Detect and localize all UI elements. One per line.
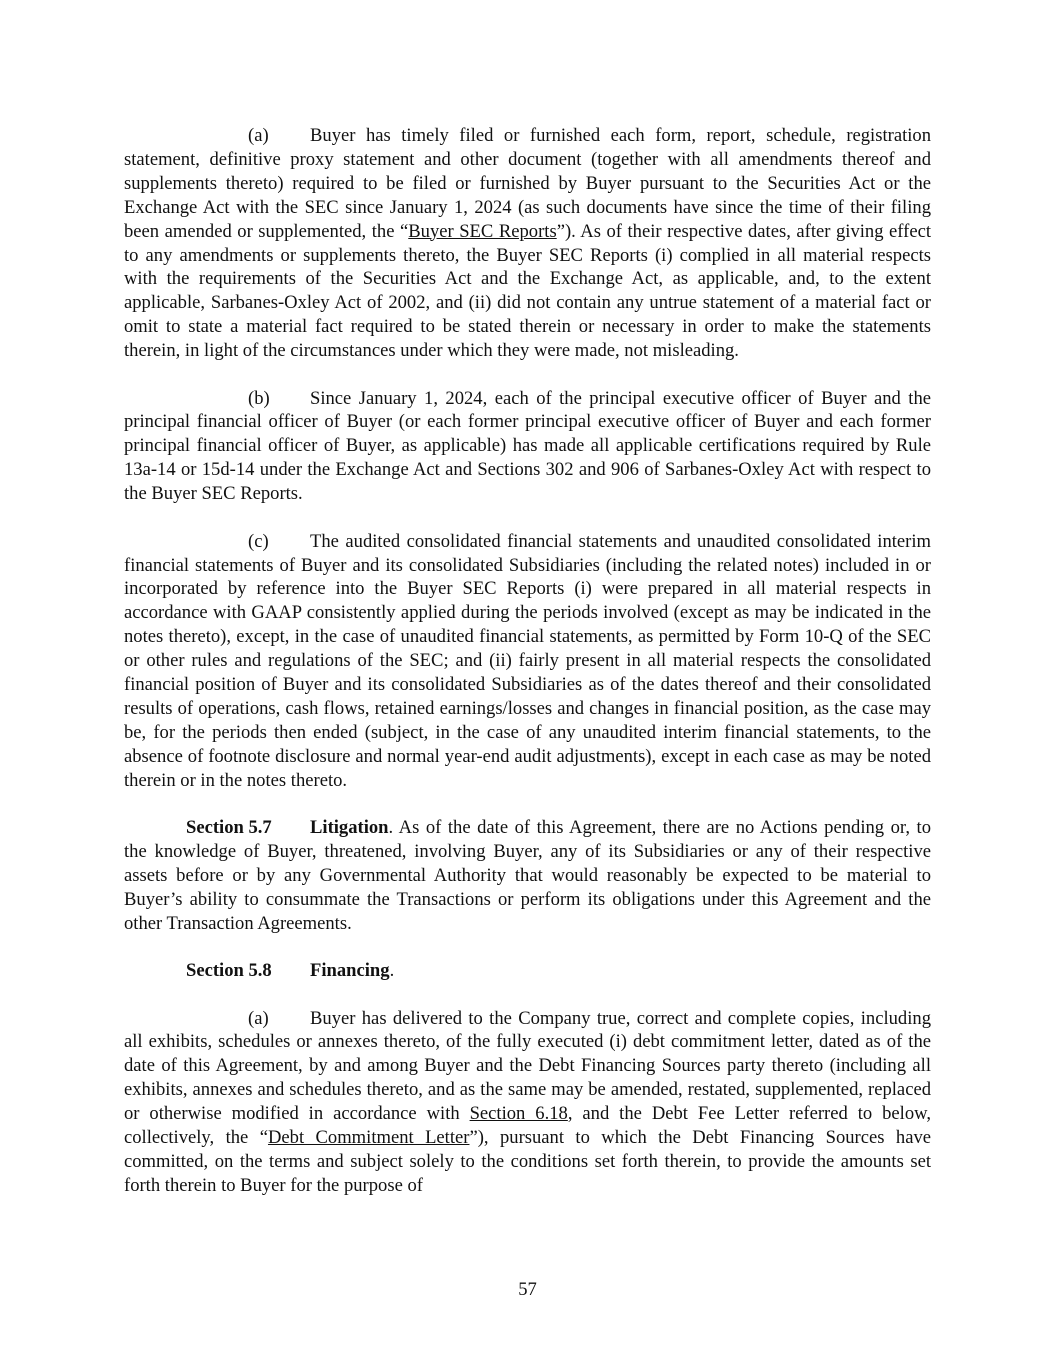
clause-label: (a): [248, 125, 269, 146]
page-number: 57: [518, 1279, 537, 1300]
section-title: Litigation: [310, 817, 389, 839]
paragraph-5-6-c: [124, 530, 931, 793]
paragraph-text: Buyer has delivered to the Company true, correct and complete copies, including all exhibits, schedules or annexes thereto, of the fully executed (i) debt commitment letter, dated as of the date of this Agreement, by and among Buyer and the Debt Financing Sources party thereto (including all exhibits, annexes and schedules thereto, and as the same may be amended, restated, supplemented, replaced or otherwise modified in accordance with: [124, 1007, 931, 1125]
clause-label: (c): [248, 530, 269, 552]
section-title: Financing: [310, 960, 390, 982]
defined-term-buyer-sec-reports: Buyer SEC Reports: [408, 220, 557, 242]
paragraph-text: Since January 1, 2024, each of the principal executive officer of Buyer and the principal financial officer of Buyer (or each former principal executive officer of Buyer and each former principal financial officer of Buyer, as applicable) has made all applicable certifications required by Rule 13a-14 or 15d-14 under the Exchange Act and Sections 302 and 906 of Sarbanes-Oxley Act with respect to the Buyer SEC Reports.: [124, 387, 931, 505]
paragraph-text: , and the Debt Fee Letter referred to below, collectively, the “: [124, 1103, 931, 1149]
clause-label: (a): [248, 1007, 269, 1029]
section-5-7-litigation: [124, 816, 931, 936]
cross-reference-section-6-18: Section 6.18: [469, 1103, 568, 1125]
document-page: [124, 124, 931, 1198]
section-number: Section 5.7: [186, 817, 272, 839]
paragraph-5-6-b: [124, 387, 931, 507]
paragraph-text: ”), pursuant to which the Debt Financing Sources have committed, on the terms and subject solely to the conditions set forth therein, to provide the amounts set forth therein to Buyer for the purpose of: [124, 1127, 931, 1196]
paragraph-text: .: [389, 960, 395, 982]
paragraph-text: The audited consolidated financial statements and unaudited consolidated interim financial statements of Buyer and its consolidated Subsidiaries (including the related notes) included in or incorporated by reference into the Buyer SEC Reports (i) were prepared in all material respects in accordance with GAAP consistently applied during the periods involved (except as may be indicated in the notes thereto), except, in the case of unaudited financial statements, as permitted by Form 10-Q of the SEC or other rules and regulations of the SEC; and (ii) fairly present in all material respects the consolidated financial position of Buyer and its consolidated Subsidiaries as of the dates thereof and their consolidated results of operations, cash flows, retained earnings/losses and changes in financial position, as the case may be, for the periods then ended (subject, in the case of any unaudited interim financial statements, to the absence of footnote disclosure and normal year-end audit adjustments), except in each case as may be noted therein or in the notes thereto.: [124, 530, 931, 791]
paragraph-text: . As of the date of this Agreement, there are no Actions pending or, to the knowledge of Buyer, threatened, involving Buyer, any of its Subsidiaries or any of their respective assets before or by any Governmental Authority that would reasonably be expected to be material to Buyer’s ability to consummate the Transactions or perform its obligations under this Agreement and the other Transaction Agreements.: [124, 817, 931, 934]
section-number: Section 5.8: [186, 960, 272, 982]
defined-term-debt-commitment-letter: Debt Commitment Letter: [267, 1127, 470, 1149]
paragraph-5-6-a: [124, 124, 931, 363]
paragraph-text: ”). As of their respective dates, after giving effect to any amendments or supplements thereto, the Buyer SEC Reports (i) complied in all material respects with the requirements of the Securities Act and the Exchange Act, as applicable, and, to the extent applicable, Sarbanes-Oxley Act of 2002, and (ii) did not contain any untrue statement of a material fact or omit to state a material fact required to be stated therein or necessary in order to make the statements therein, in light of the circumstances under which they were made, not misleading.: [124, 220, 931, 362]
paragraph-text: Buyer has timely filed or furnished each form, report, schedule, registration statement, definitive proxy statement and other document (together with all amendments thereof and supplements thereto) required to be filed or furnished by Buyer pursuant to the Securities Act or the Exchange Act with the SEC since January 1, 2024 (as such documents have since the time of their filing been amended or supplemented, the “: [124, 125, 931, 242]
paragraph-5-8-a: [124, 1007, 931, 1198]
section-5-8-financing: [124, 959, 931, 983]
clause-label: (b): [248, 387, 270, 409]
